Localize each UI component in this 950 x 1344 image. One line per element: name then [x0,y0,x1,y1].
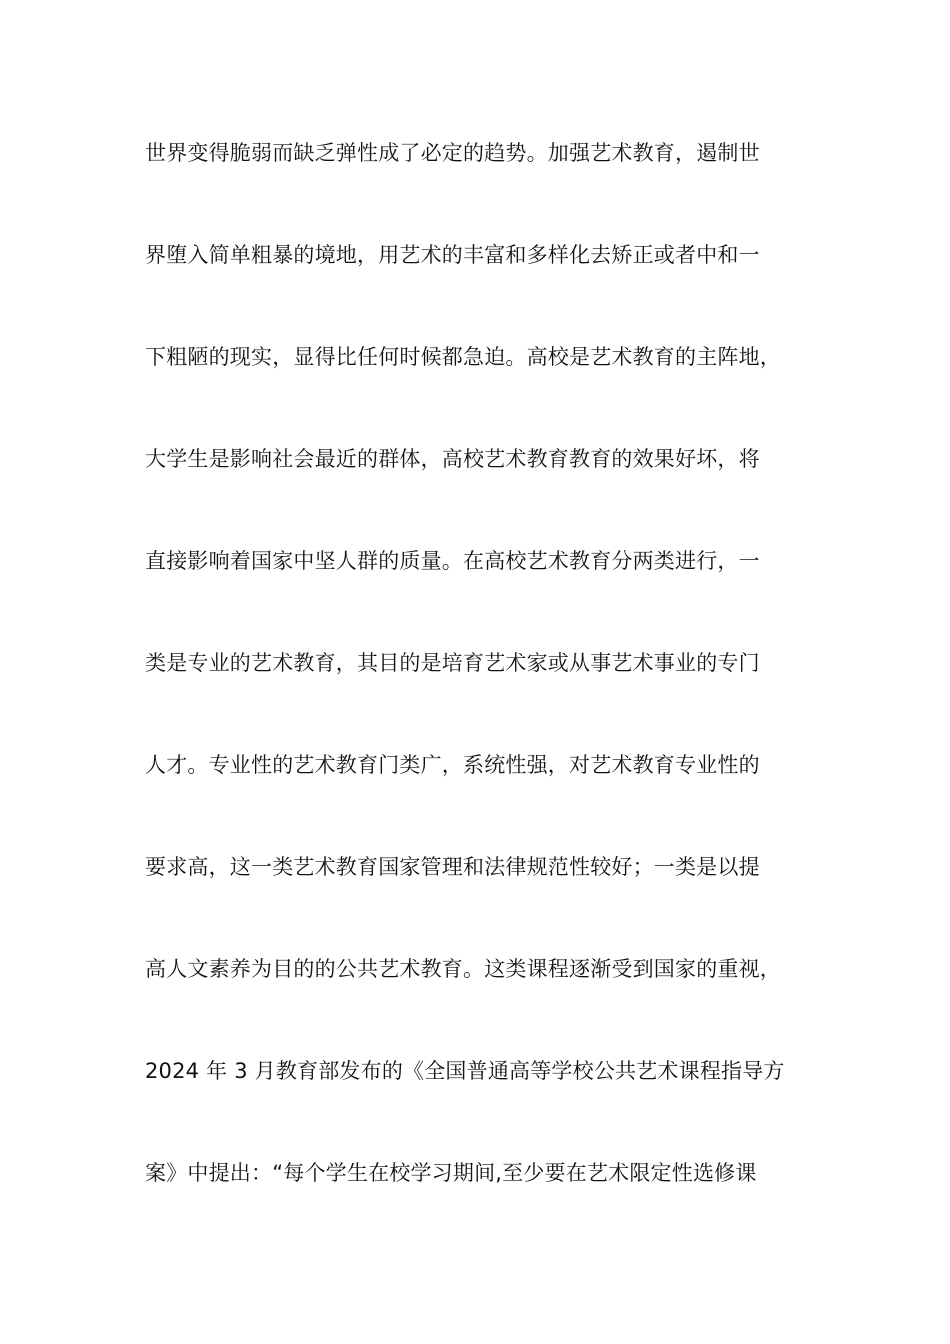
text-line: 要求高，这一类艺术教育国家管理和法律规范性较好；一类是以提 [145,855,760,879]
text-line: 2024 年 3 月教育部发布的《全国普通高等学校公共艺术课程指导方 [145,1059,785,1083]
text-line: 类是专业的艺术教育，其目的是培育艺术家或从事艺术事业的专门 [145,651,760,675]
text-line: 世界变得脆弱而缺乏弹性成了必定的趋势。加强艺术教育，遏制世 [145,141,760,165]
text-line: 直接影响着国家中坚人群的质量。在高校艺术教育分两类进行，一 [145,549,760,573]
text-line: 高人文素养为目的的公共艺术教育。这类课程逐渐受到国家的重视， [145,957,781,981]
text-line: 界堕入简单粗暴的境地，用艺术的丰富和多样化去矫正或者中和一 [145,243,760,267]
text-line: 大学生是影响社会最近的群体，高校艺术教育教育的效果好坏，将 [145,447,760,471]
text-line: 案》中提出：“每个学生在校学习期间,至少要在艺术限定性选修课 [145,1161,757,1185]
text-line: 人才。专业性的艺术教育门类广，系统性强，对艺术教育专业性的 [145,753,760,777]
body-text [145,135,825,1257]
text-line: 下粗陋的现实，显得比任何时候都急迫。高校是艺术教育的主阵地， [145,345,781,369]
